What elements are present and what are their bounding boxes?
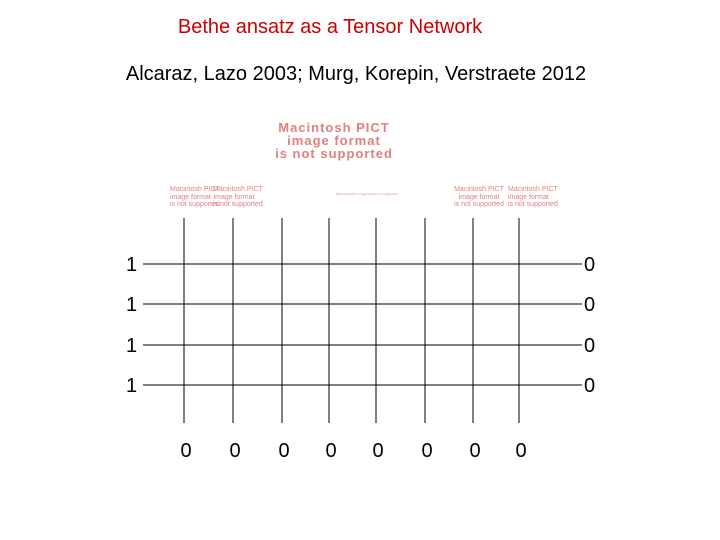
column-bottom-label: 0 (372, 440, 384, 462)
column-bottom-label: 0 (325, 440, 337, 462)
column-bottom-label: 0 (278, 440, 290, 462)
column-bottom-label: 0 (229, 440, 241, 462)
column-bottom-label: 0 (515, 440, 527, 462)
pict-placeholder-small-4: Macintosh PICT image format is not supported (454, 186, 504, 209)
row-right-label: 0 (584, 254, 596, 276)
row-left-label: 1 (126, 294, 138, 316)
pict-placeholder-small-1: Macintosh PICT image format is not supported (170, 186, 220, 209)
column-bottom-label: 0 (469, 440, 481, 462)
row-left-label: 1 (126, 375, 138, 397)
row-left-label: 1 (126, 335, 138, 357)
column-bottom-label: 0 (421, 440, 433, 462)
row-right-label: 0 (584, 375, 596, 397)
row-left-label: 1 (126, 254, 138, 276)
pict-placeholder-small-3: Macintosh PICT image format is not supported (336, 192, 398, 196)
row-right-label: 0 (584, 335, 596, 357)
slide-title: Bethe ansatz as a Tensor Network (177, 16, 483, 38)
column-bottom-label: 0 (180, 440, 192, 462)
pict-placeholder-image: Macintosh PICT image format is not supported (275, 120, 393, 161)
row-right-label: 0 (584, 294, 596, 316)
pict-placeholder-small-5: Macintosh PICT image format is not supported (508, 186, 558, 209)
slide-subtitle: Alcaraz, Lazo 2003; Murg, Korepin, Verstraete 2012 (125, 63, 587, 85)
pict-placeholder-small-2: Macintosh PICT image format is not supported (213, 186, 263, 209)
